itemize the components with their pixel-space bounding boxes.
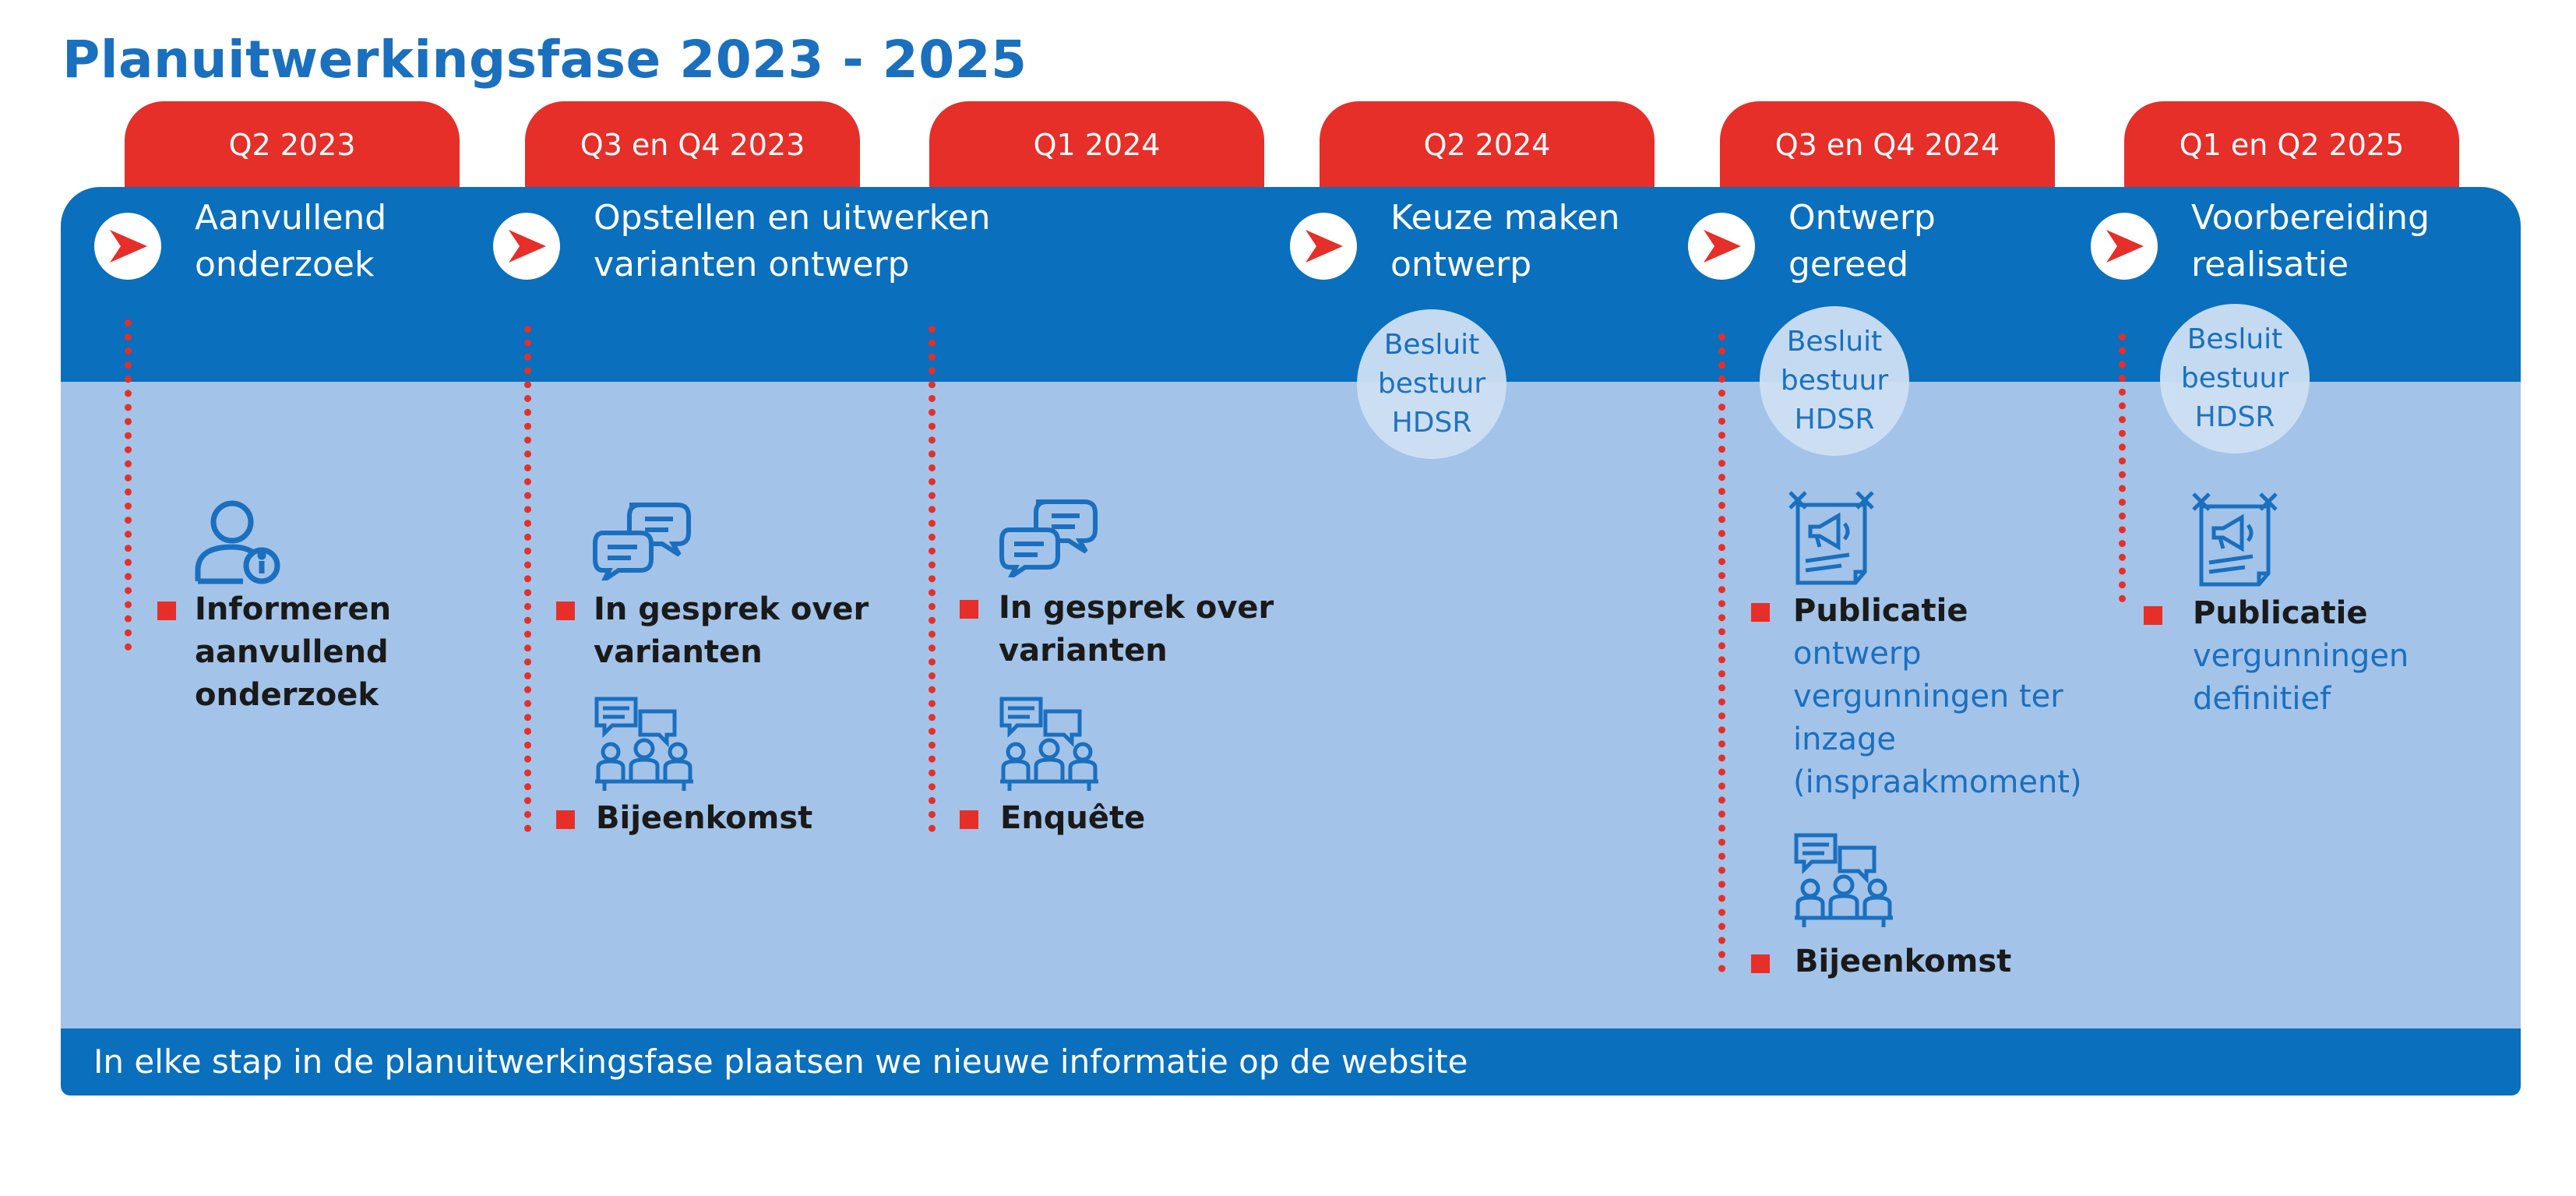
phase-3-line1: Keuze maken xyxy=(1390,198,1620,238)
item-enquete xyxy=(1000,797,1145,840)
period-tab-1: Q2 2023 xyxy=(125,101,460,191)
timeline-dots-5 xyxy=(2119,333,2126,602)
phase-2-line1: Opstellen en uitwerken xyxy=(594,198,991,238)
besluit-badge-2 xyxy=(1760,306,1909,456)
bullet xyxy=(1751,954,1770,973)
item-bijeenkomst-2 xyxy=(1795,940,2011,983)
page-title: Planuitwerkingsfase 2023 - 2025 xyxy=(62,30,1027,90)
phase-1-label xyxy=(195,195,386,288)
timeline-dots-2 xyxy=(524,326,531,832)
item-gesprek-line2: varianten xyxy=(594,634,763,670)
phase-3-line2: ontwerp xyxy=(1390,245,1532,284)
item-gesprek-line1: In gesprek over xyxy=(594,591,869,627)
item-gesprek-1 xyxy=(594,588,869,674)
besluit-line2: bestuur xyxy=(1377,368,1486,400)
phase-3-label xyxy=(1390,195,1619,288)
chevron-arrow-icon xyxy=(2091,213,2158,280)
chat-bubbles-icon xyxy=(592,499,693,580)
item-gesprek-line1: In gesprek over xyxy=(999,590,1274,626)
item-informeren-line1: Informeren xyxy=(195,591,392,627)
phase-4-line1: Ontwerp xyxy=(1788,198,1936,238)
bullet xyxy=(960,810,978,829)
item-publicatie-ontwerp-line2: vergunningen ter xyxy=(1793,679,2063,714)
besluit-line1: Besluit xyxy=(1786,326,1883,358)
phase-2-label xyxy=(594,195,991,288)
item-enquete-text: Enquête xyxy=(1000,800,1146,836)
bullet xyxy=(556,810,575,829)
item-publicatie-definitief-line2: definitief xyxy=(2193,681,2331,717)
chevron-arrow-icon xyxy=(493,213,560,280)
phase-4-line2: gereed xyxy=(1788,245,1909,284)
item-bijeenkomst-2-text: Bijeenkomst xyxy=(1795,944,2012,979)
item-bijeenkomst-1 xyxy=(596,797,812,840)
person-info-icon xyxy=(193,499,283,586)
megaphone-notice-icon xyxy=(1787,489,1876,587)
period-tab-5: Q3 en Q4 2024 xyxy=(1720,101,2055,191)
activities-area xyxy=(61,382,2521,1028)
besluit-line3: HDSR xyxy=(2194,401,2275,433)
timeline-dots-4 xyxy=(1718,333,1725,972)
bullet xyxy=(556,602,575,620)
meeting-icon xyxy=(594,696,695,793)
item-informeren-line3: onderzoek xyxy=(195,677,379,713)
item-bijeenkomst-1-text: Bijeenkomst xyxy=(596,800,813,836)
item-publicatie-definitief xyxy=(2193,592,2409,721)
besluit-line1: Besluit xyxy=(1383,329,1480,361)
bullet xyxy=(1751,603,1770,622)
besluit-badge-3 xyxy=(2160,304,2310,453)
besluit-line3: HDSR xyxy=(1391,407,1472,439)
item-publicatie-ontwerp xyxy=(1793,590,2082,804)
chevron-arrow-icon xyxy=(1290,213,1357,280)
phase-band xyxy=(61,187,2521,382)
item-gesprek-2 xyxy=(999,587,1274,672)
footer-text: In elke stap in de planuitwerkingsfase plaatsen we nieuwe informatie op de website xyxy=(93,1043,1468,1081)
period-tab-4: Q2 2024 xyxy=(1320,101,1654,191)
besluit-line2: bestuur xyxy=(2180,362,2289,394)
timeline-dots-3 xyxy=(929,326,936,832)
chat-bubbles-icon xyxy=(999,496,1100,577)
besluit-line2: bestuur xyxy=(1780,365,1889,397)
meeting-icon xyxy=(1793,832,1894,930)
item-informeren xyxy=(195,588,391,717)
besluit-line3: HDSR xyxy=(1794,404,1875,436)
item-publicatie-ontwerp-line1: ontwerp xyxy=(1793,636,1922,672)
chevron-arrow-icon xyxy=(94,213,161,280)
period-tab-3: Q1 2024 xyxy=(929,101,1264,191)
meeting-icon xyxy=(999,696,1100,793)
besluit-badge-1 xyxy=(1357,309,1506,459)
item-publicatie-definitief-line1: vergunningen xyxy=(2193,638,2409,674)
bullet xyxy=(2144,606,2162,625)
chevron-arrow-icon xyxy=(1688,213,1755,280)
item-informeren-line2: aanvullend xyxy=(195,634,389,670)
megaphone-notice-icon xyxy=(2190,491,2280,588)
footer-bar xyxy=(61,1028,2521,1095)
item-publicatie-ontwerp-line3: inzage xyxy=(1793,721,1896,757)
bullet xyxy=(157,602,176,620)
phase-4-label xyxy=(1788,195,1936,288)
phase-1-line1: Aanvullend xyxy=(195,198,387,238)
item-publicatie-definitief-title: Publicatie xyxy=(2193,595,2368,631)
timeline-dots-1 xyxy=(125,319,132,651)
phase-5-line2: realisatie xyxy=(2191,245,2349,284)
item-publicatie-ontwerp-line4: (inspraakmoment) xyxy=(1793,764,2082,800)
phase-5-line1: Voorbereiding xyxy=(2191,198,2430,238)
phase-5-label xyxy=(2191,195,2430,288)
period-tab-6: Q1 en Q2 2025 xyxy=(2124,101,2459,191)
phase-2-line2: varianten ontwerp xyxy=(594,245,910,284)
item-gesprek-line2: varianten xyxy=(999,633,1168,669)
besluit-line1: Besluit xyxy=(2187,323,2283,355)
bullet xyxy=(960,600,978,619)
period-tab-2: Q3 en Q4 2023 xyxy=(525,101,860,191)
phase-1-line2: onderzoek xyxy=(195,245,375,284)
item-publicatie-ontwerp-title: Publicatie xyxy=(1793,593,1968,629)
